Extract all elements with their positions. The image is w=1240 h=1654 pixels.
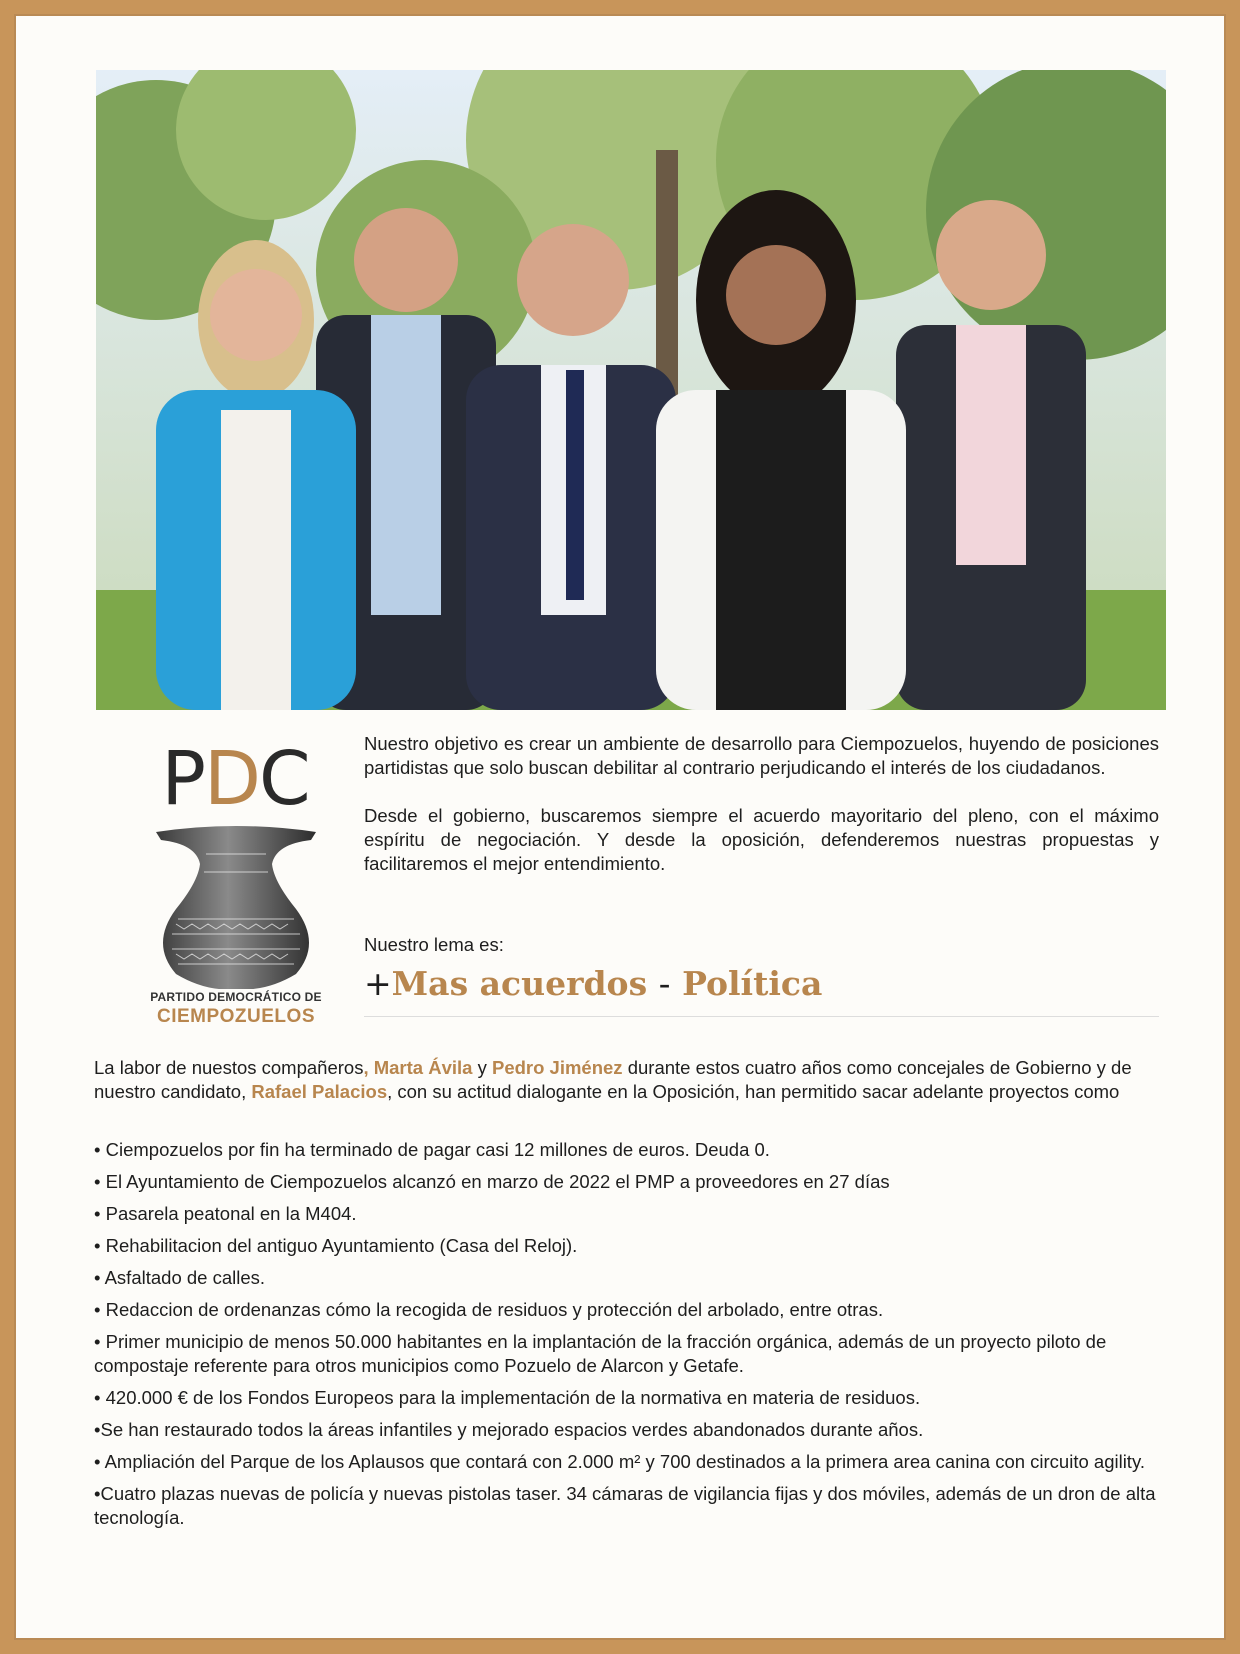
logo-letter-p: P <box>161 736 204 822</box>
list-item: •Se han restaurado todos la áreas infantiles y mejorado espacios verdes abandonados durante años. <box>94 1419 924 1440</box>
motto <box>364 964 822 1003</box>
labor-comma: , <box>363 1057 369 1078</box>
list-item: • Ciempozuelos por fin ha terminado de pagar casi 12 millones de euros. Deuda 0. <box>94 1139 770 1160</box>
labor-text-3: durante estos cuatro años como concejales de Gobierno y de nuestro candidato, <box>94 1057 1132 1102</box>
group-photo <box>96 70 1166 710</box>
labor-text-4: , con su actitud dialogante en la Oposición, han permitido sacar adelante proyectos como <box>387 1081 1120 1102</box>
logo-letters <box>140 736 330 822</box>
list-item: • El Ayuntamiento de Ciempozuelos alcanzó en marzo de 2022 el PMP a proveedores en 27 días <box>94 1171 890 1192</box>
motto-label: Nuestro lema es: <box>364 934 504 955</box>
labor-paragraph <box>94 1056 1169 1104</box>
motto-minus: - <box>658 964 671 1003</box>
intro-paragraph-1: Nuestro objetivo es crear un ambiente de desarrollo para Ciempozuelos, huyendo de posiciones partidistas que solo buscan debilitar al contrario perjudicando el interés de los ciudadanos. <box>364 733 1159 778</box>
logo-town-name: CIEMPOZUELOS <box>156 1006 315 1027</box>
list-item: • Asfaltado de calles. <box>94 1267 266 1288</box>
motto-plus: + <box>364 964 392 1003</box>
list-item: • Ampliación del Parque de los Aplausos que contará con 2.000 m² y 700 destinados a la primera area canina con circuito agility. <box>94 1451 1145 1472</box>
vase-icon <box>146 824 326 989</box>
pdc-logo <box>126 736 346 1036</box>
logo-letter-c: C <box>258 736 309 822</box>
name-pedro-jimenez: Pedro Jiménez <box>491 1057 623 1078</box>
list-item: • Redaccion de ordenanzas cómo la recogida de residuos y protección del arbolado, entre otras. <box>94 1299 884 1320</box>
list-item: •Cuatro plazas nuevas de policía y nuevas pistolas taser. 34 cámaras de vigilancia fijas y dos móviles, además de un dron de alta tecnología. <box>94 1483 1156 1528</box>
labor-text-2: y <box>472 1057 492 1078</box>
motto-part-1: Mas acuerdos <box>391 964 648 1003</box>
logo-party-name: PARTIDO DEMOCRÁTICO DE <box>150 990 322 1004</box>
divider <box>364 1016 1159 1017</box>
motto-part-2: Política <box>682 964 823 1003</box>
name-rafael-palacios: Rafael Palacios <box>251 1081 388 1102</box>
list-item: • 420.000 € de los Fondos Europeos para la implementación de la normativa en materia de residuos. <box>94 1387 921 1408</box>
intro-text <box>364 732 1159 900</box>
intro-paragraph-2: Desde el gobierno, buscaremos siempre el acuerdo mayoritario del pleno, con el máximo espíritu de negociación. Y desde la oposición, defenderemos nuestras propuestas y facilitaremos el mejor entendimiento. <box>364 805 1159 874</box>
achievements-list <box>94 1138 1169 1538</box>
labor-text-1: La labor de nuestos compañeros <box>94 1057 364 1078</box>
list-item: • Rehabilitacion del antiguo Ayuntamiento (Casa del Reloj). <box>94 1235 578 1256</box>
name-marta-avila: Marta Ávila <box>373 1057 473 1078</box>
list-item: • Primer municipio de menos 50.000 habitantes en la implantación de la fracción orgánica, además de un proyecto piloto de compostaje referente para otros municipios como Pozuelo de Alarcon y Getafe. <box>94 1331 1107 1376</box>
logo-letter-d: D <box>203 736 259 822</box>
list-item: • Pasarela peatonal en la M404. <box>94 1203 357 1224</box>
page <box>14 14 1226 1640</box>
